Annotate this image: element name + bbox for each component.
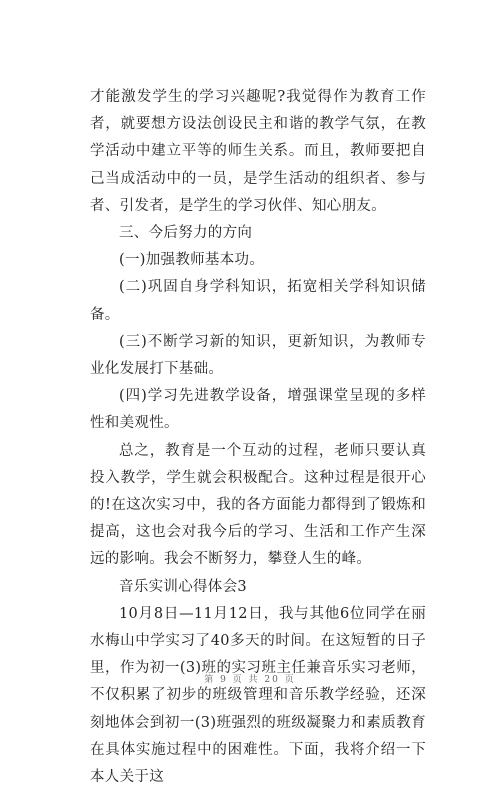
list-item-3: (三)不断学习新的知识，更新知识，为教师专业化发展打下基础。 [90, 333, 426, 378]
paragraph-summary: 总之，教育是一个互动的过程，老师只要认真投入教学，学生就会积极配合。这种过程是很开心的!在这次实习中，我的各方面能力都得到了锻炼和提高，这也会对我今后的学习、生活和工作产生深远的影响。我会不断努力，攀登人生的峰。 [90, 442, 426, 568]
list-item-1: (一)加强教师基本功。 [119, 252, 265, 269]
list-item-2: (二)巩固自身学科知识，拓宽相关学科知识储备。 [90, 279, 426, 323]
section-heading-future-direction: 三、今后努力的方向 [119, 225, 253, 242]
article-title: 音乐实训心得体会3 [119, 578, 247, 595]
paragraph-continuation: 才能激发学生的学习兴趣呢?我觉得作为教育工作者，就要想方设法创设民主和谐的教学气氛，在教学活动中建立平等的师生关系。而且，教师要把自己当成活动中的一员，是学生活动的组织者、参与者、引发者，是学生的学习伙伴、知心朋友。 [90, 89, 426, 214]
list-item-4: (四)学习先进教学设备，增强课堂呈现的多样性和美观性。 [90, 388, 426, 432]
page-number-footer: 第 9 页 共 20 页 [204, 675, 296, 685]
paragraph-article-intro: 10月8日—11月12日，我与其他6位同学在丽水梅山中学实习了40多天的时间。在这短暂的日子里，作为初一(3)班的实习班主任兼音乐实习老师，不仅积累了初步的班级管理和音乐教学经验，还深刻地体会到初一(3)班强烈的班级凝聚力和素质教育在具体实施过程中的困难性。下面，我将介绍一下本人关于这 [90, 605, 426, 786]
